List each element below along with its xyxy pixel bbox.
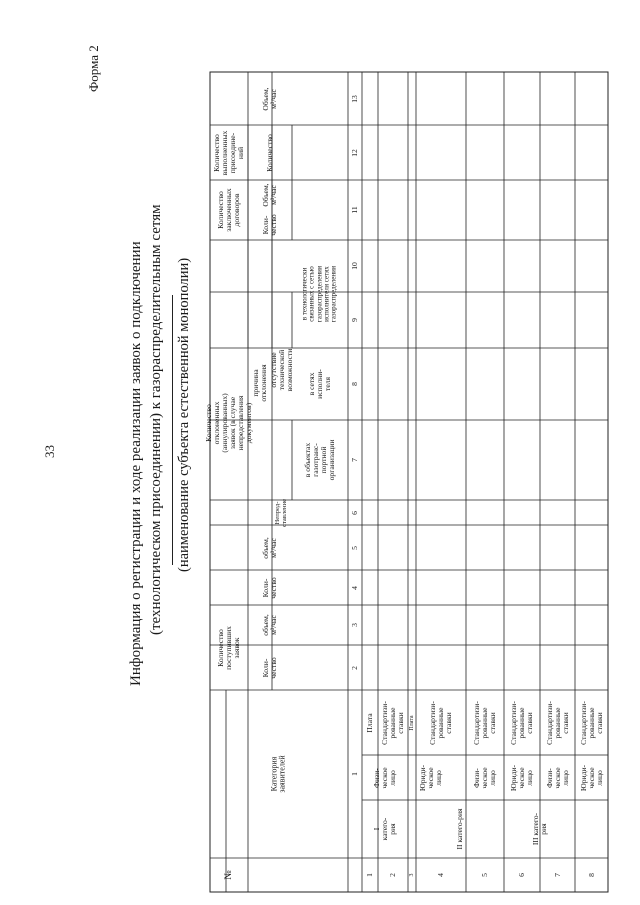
header-contracts-qty: Коли-чество: [261, 214, 278, 236]
col-number-10: 10: [350, 262, 360, 270]
col-number-13: 13: [350, 94, 360, 103]
header-received: Количество поступивших заявок: [216, 625, 241, 670]
row-person-phys-1: Физи-ческое лицо: [372, 766, 397, 789]
row-4-no: 4: [436, 873, 446, 877]
header-rejected-vol: объем, м³/час: [261, 536, 278, 559]
row-category-3: III катего-рия: [530, 812, 548, 846]
row-type-5: Стандартизи-рованные ставки: [472, 700, 497, 745]
col-number-3: 3: [350, 623, 360, 627]
col-number-6: 6: [350, 510, 360, 515]
row-person-jur-2: Юриди-ческое лицо: [509, 764, 534, 791]
header-reason-own: в сетях исполни-теля: [307, 369, 332, 399]
row-7-no: 7: [552, 873, 562, 877]
row-type-2b: Стандартизи-рованные ставки: [380, 700, 405, 745]
row-6-no: 6: [517, 873, 527, 877]
row-type-8: Стандартизи-рованные ставки: [578, 700, 604, 745]
header-reason-linked: в технологически связанных с сетью газораспределения исполнителя сетях газораспределения: [300, 265, 339, 323]
form-label: Форма 2: [86, 45, 101, 92]
col-number-8: 8: [350, 382, 360, 386]
row-person-jur-1: [408, 755, 416, 800]
col-number-7: 7: [350, 458, 360, 462]
col-number-9: 9: [350, 318, 360, 322]
header-reason: причина отклонения: [251, 363, 268, 402]
row-person-phys-3: Физи-ческое лицо: [544, 766, 570, 789]
header-no: №: [222, 870, 234, 880]
header-connections: Количество выполненных присоедине-ний: [212, 130, 245, 175]
col-number-12: 12: [350, 148, 360, 157]
row-1-no: 1: [365, 873, 375, 877]
row-person-phys-2: Физи-ческое лицо: [472, 766, 497, 789]
header-non-submission: Непред-ставление: [274, 498, 288, 527]
header-contracts-vol: Объем, м³/час: [261, 183, 278, 207]
page-title-line1: Информация о регистрации и ходе реализации заявок о подключении: [128, 241, 144, 686]
row-type-6: Стандартизи-рованные ставки: [509, 700, 534, 745]
header-rejected-qty: Коли-чество: [261, 576, 278, 599]
col-number-11: 11: [350, 206, 360, 214]
row-8-no: 8: [586, 873, 596, 877]
row-2-no: 2: [388, 873, 398, 877]
header-no-capacity: отсутствие технической возможности: [269, 348, 294, 392]
row-3-no: 3: [408, 873, 415, 877]
row-5-no: 5: [480, 873, 490, 877]
header-contracts: Количество заключенных договоров: [216, 188, 241, 232]
col-number-1: 1: [350, 772, 360, 776]
subject-caption: (наименование субъекта естественной монополии): [176, 257, 192, 572]
header-received-vol: объем, м³/час: [261, 614, 278, 636]
header-rejected: Количество отклоненных (аннулированных) заявок (в случае непредставления документов): [204, 392, 253, 453]
page-number: 33: [42, 445, 57, 458]
row-type-2a: Плата: [365, 712, 375, 733]
row-person-jur-3: Юриди-ческое лицо: [578, 764, 604, 791]
header-reason-gdo: в объектах газотранс-портной организации: [303, 439, 336, 481]
row-category-2: II катего-рия: [455, 808, 465, 850]
row-type-4: Стандартизи-рованные ставки: [428, 700, 453, 745]
row-type-7: Стандартизи-рованные ставки: [544, 700, 570, 745]
header-connections-qty: Количество: [265, 133, 275, 172]
row-person-jur-1b: Юриди-ческое лицо: [418, 764, 443, 791]
header-category: Категория заявителей: [269, 755, 287, 793]
row-category-1: I катего-рия: [372, 817, 397, 841]
col-number-2: 2: [350, 665, 360, 670]
header-received-qty: Коли-чество: [261, 656, 278, 679]
header-connections-vol: Объем, м³/час: [261, 86, 278, 111]
page-title-line2: (технологическом присоединении) к газораспределительным сетям: [148, 204, 164, 635]
col-number-5: 5: [350, 545, 360, 550]
col-number-4: 4: [350, 585, 360, 590]
row-type-3: Плата: [408, 714, 415, 731]
